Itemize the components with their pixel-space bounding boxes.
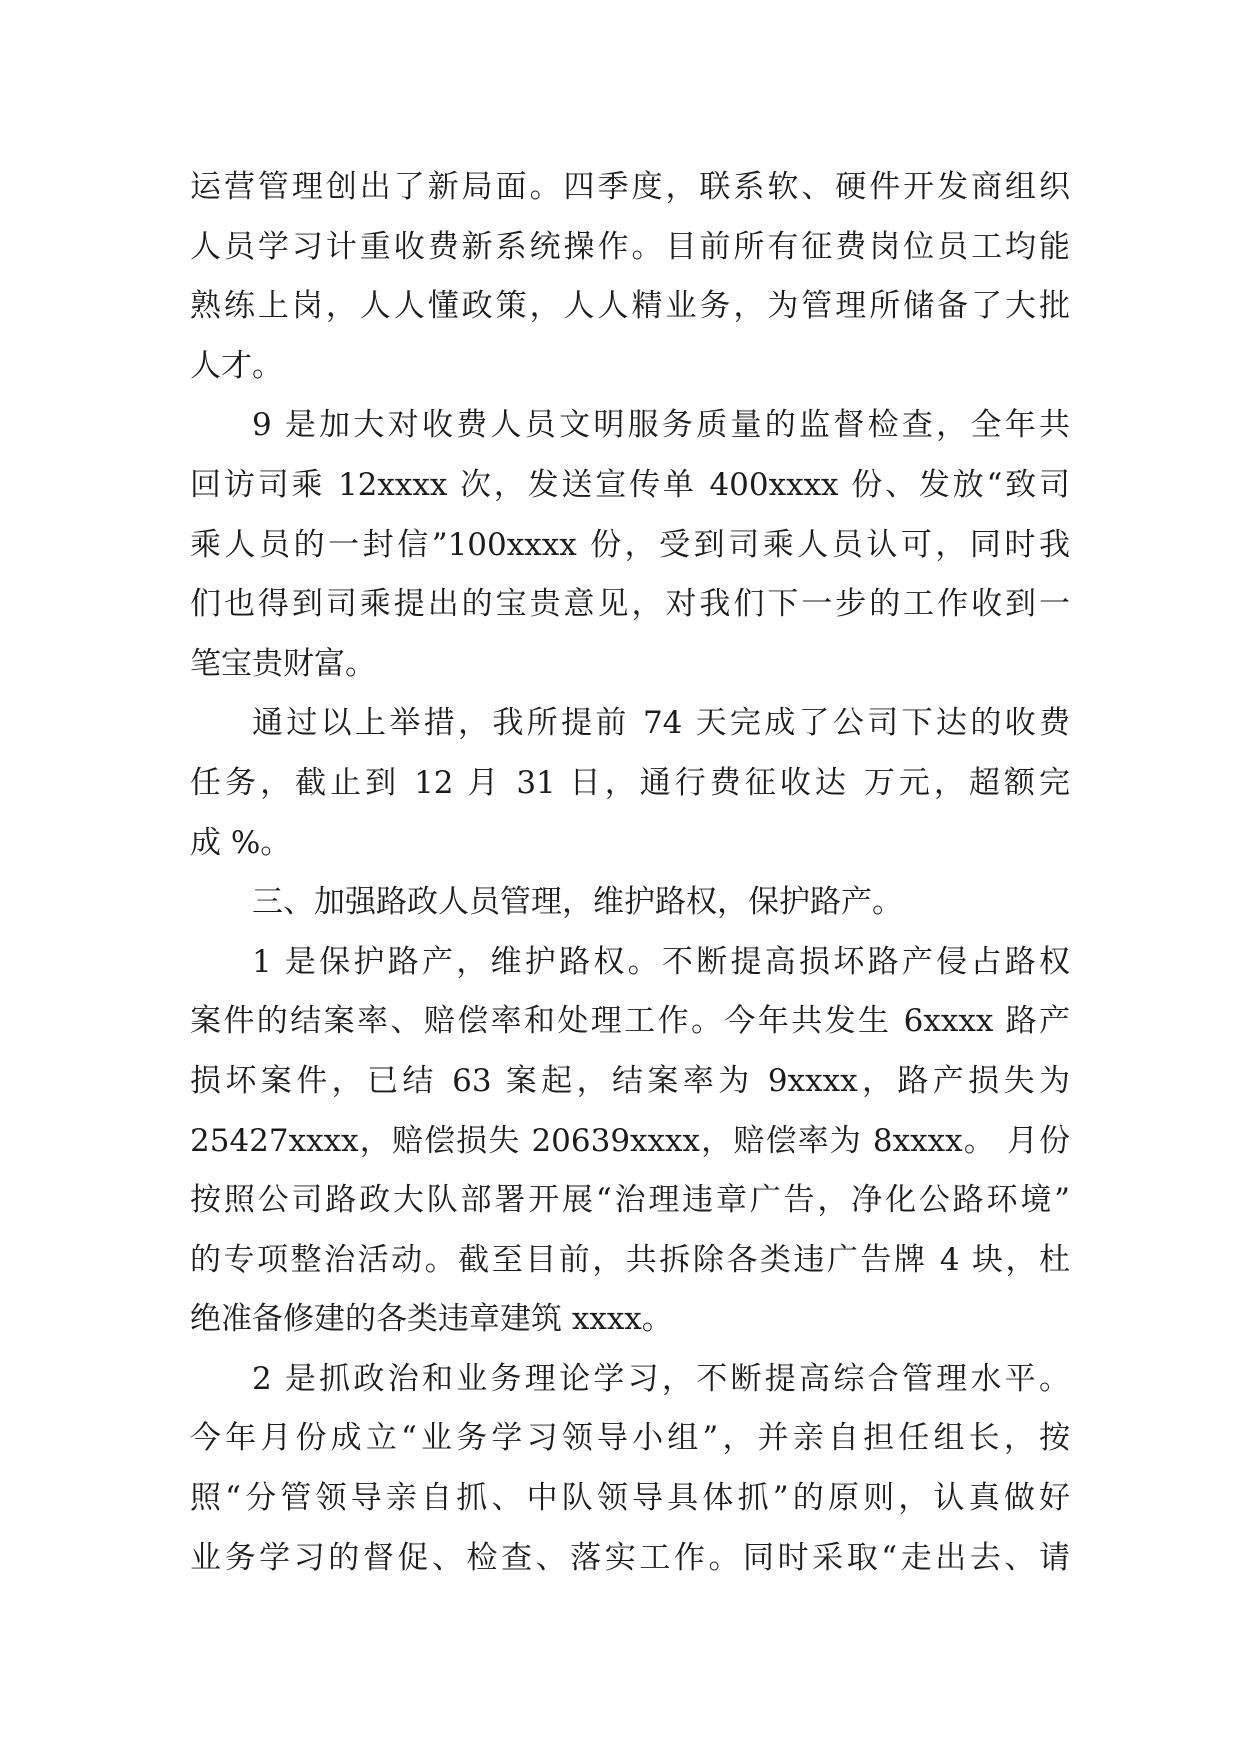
- paragraph-first-line: 9 是加大对收费人员文明服务质量的监督检查，全年共: [252, 407, 1070, 444]
- text-line: 任务，截止到 12 月 31 日，通行费征收达 万元，超额完: [190, 764, 1070, 801]
- text-line: 熟练上岗，人人懂政策，人人精业务，为管理所储备了大批: [190, 288, 1070, 325]
- section-heading: 三、加强路政人员管理，维护路权，保护路产。: [252, 884, 903, 921]
- paragraph-first-line: 1 是保护路产，维护路权。不断提高损坏路产侵占路权: [252, 943, 1070, 980]
- paragraph-first-line: 2 是抓政治和业务理论学习，不断提高综合管理水平。: [252, 1360, 1070, 1397]
- text-line: 们也得到司乘提出的宝贵意见，对我们下一步的工作收到一: [190, 586, 1070, 623]
- text-line: 绝准备修建的各类违章建筑 xxxx。: [190, 1301, 673, 1338]
- text-line: 成 %。: [190, 824, 292, 861]
- text-line: 今年月份成立“业务学习领导小组”，并亲自担任组长，按: [190, 1420, 1070, 1457]
- text-line: 乘人员的一封信”100xxxx 份，受到司乘人员认可，同时我: [190, 526, 1070, 563]
- text-line: 回访司乘 12xxxx 次，发送宣传单 400xxxx 份、发放“致司: [190, 466, 1070, 503]
- text-line: 业务学习的督促、检查、落实工作。同时采取“走出去、请: [190, 1539, 1070, 1576]
- text-line: 运营管理创出了新局面。四季度，联系软、硬件开发商组织: [190, 169, 1070, 205]
- paragraph-first-line: 通过以上举措，我所提前 74 天完成了公司下达的收费: [252, 705, 1070, 742]
- text-line: 人才。: [190, 347, 283, 384]
- text-line: 25427xxxx，赔偿损失 20639xxxx，赔偿率为 8xxxx。 月份: [190, 1122, 1070, 1159]
- text-line: 损坏案件，已结 63 案起，结案率为 9xxxx，路产损失为: [190, 1062, 1070, 1099]
- text-line: 照“分管领导亲自抓、中队领导具体抓”的原则，认真做好: [190, 1480, 1070, 1517]
- text-line: 案件的结案率、赔偿率和处理工作。今年共发生 6xxxx 路产: [190, 1003, 1070, 1040]
- text-line: 按照公司路政大队部署开展“治理违章广告，净化公路环境”: [190, 1182, 1070, 1219]
- text-line: 笔宝贵财富。: [190, 645, 376, 682]
- text-line: 的专项整治活动。截至目前，共拆除各类违广告牌 4 块，杜: [190, 1241, 1070, 1278]
- text-line: 人员学习计重收费新系统操作。目前所有征费岗位员工均能: [190, 228, 1070, 265]
- document-body: [190, 158, 1070, 1588]
